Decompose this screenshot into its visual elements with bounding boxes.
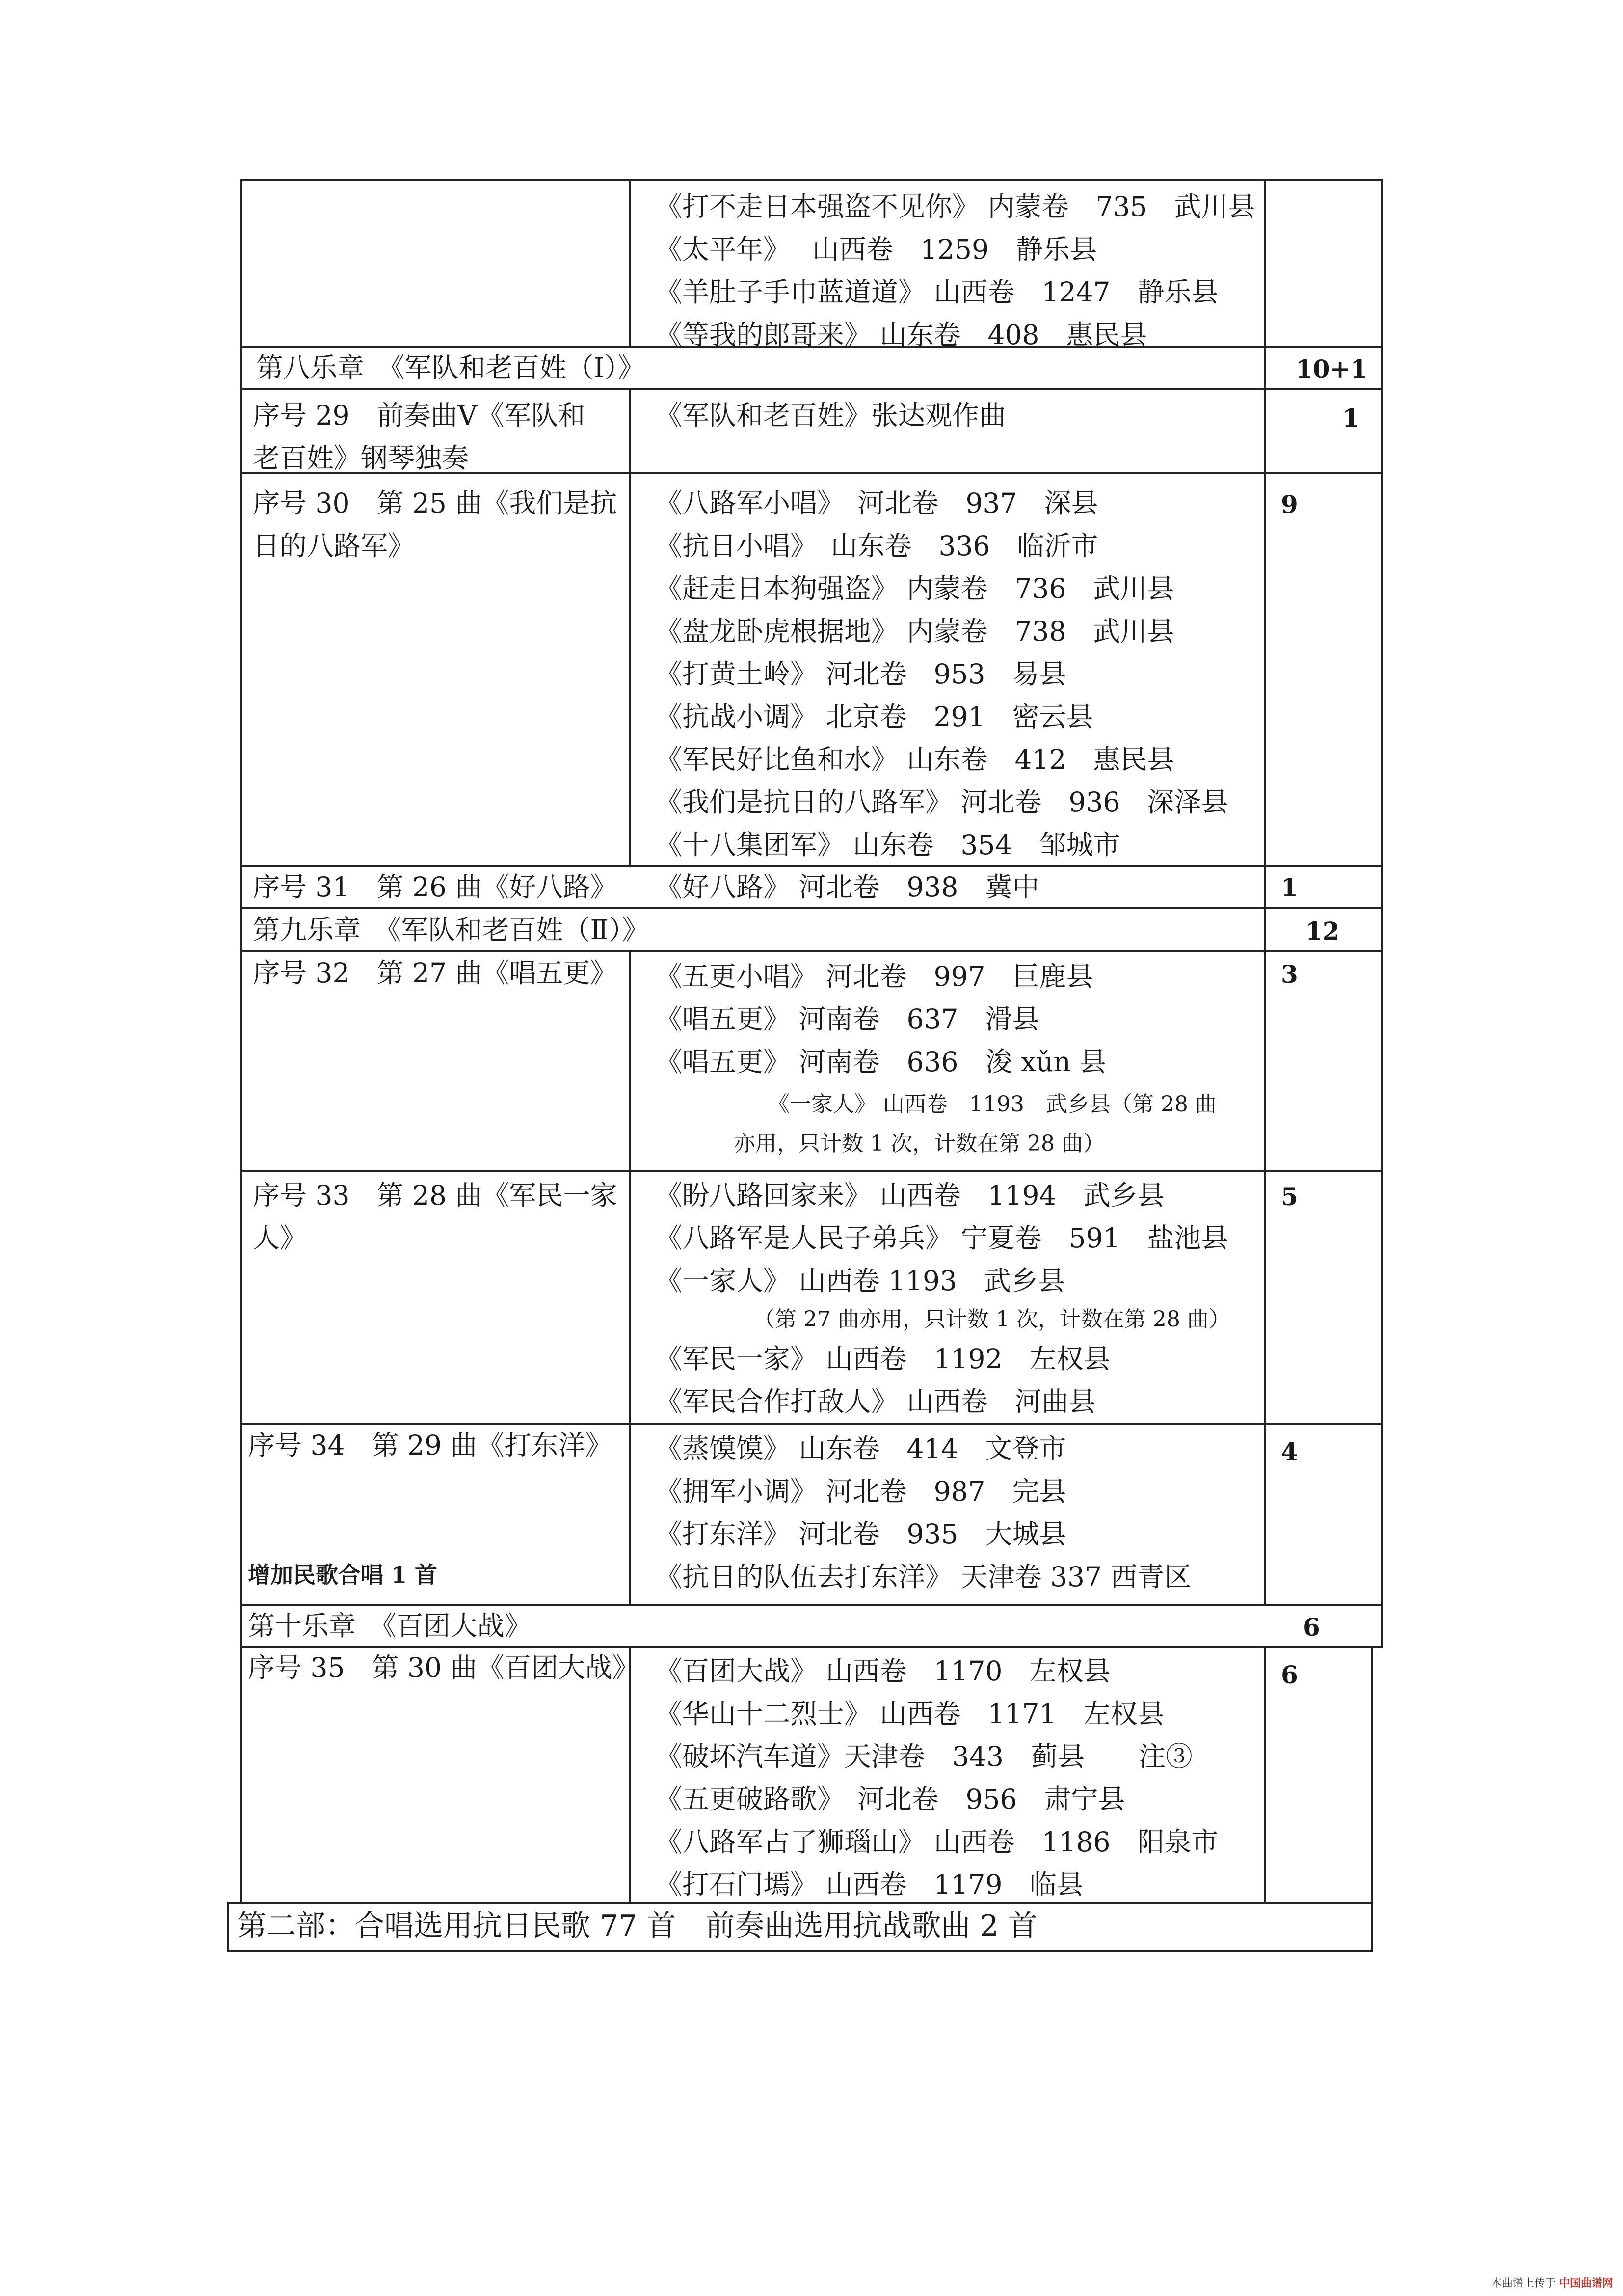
site-logo: 中国曲谱网: [1559, 2277, 1613, 2290]
chapter-heading: 第八乐章 《军队和老百姓（Ⅰ）》: [256, 352, 645, 383]
song-entry: 《抗战小调》 北京卷 291 密云县: [655, 701, 1093, 732]
table-row: [253, 394, 585, 480]
song-entry: 《我们是抗日的八路军》 河北卷 936 深泽县: [655, 786, 1228, 818]
song-entry: 《打东洋》 河北卷 935 大城县: [655, 1518, 1066, 1550]
count-cell: 12: [1305, 917, 1340, 945]
table-row: [253, 1174, 617, 1260]
song-entry: 《盘龙卧虎根据地》 内蒙卷 738 武川县: [655, 616, 1174, 647]
item-label: 序号 35 第 30 曲《百团大战》: [248, 1652, 639, 1683]
table-row: [655, 955, 1106, 1083]
item-label: 老百姓》钢琴独奏: [253, 442, 469, 474]
item-label: 序号 30 第 25 曲《我们是抗: [253, 487, 617, 519]
count-cell: 4: [1281, 1437, 1298, 1466]
song-entry: 《太平年》 山西卷 1259 静乐县: [655, 234, 1097, 265]
song-entry: 《华山十二烈士》 山西卷 1171 左权县: [655, 1698, 1165, 1729]
song-entry: 《五更小唱》 河北卷 997 巨鹿县: [655, 961, 1093, 992]
item-label: 日的八路军》: [253, 530, 415, 562]
count-cell: 10+1: [1296, 354, 1368, 383]
count-cell: 6: [1281, 1660, 1298, 1689]
table-row: [655, 1428, 1191, 1598]
item-label: 序号 31 第 26 曲《好八路》: [253, 871, 617, 903]
song-entry: 《打石门墕》 山西卷 1179 临县: [655, 1869, 1084, 1900]
footer-watermark: [1491, 2275, 1613, 2290]
item-label: 序号 33 第 28 曲《军民一家: [253, 1180, 617, 1211]
song-entry: 《打不走日本强盗不见你》 内蒙卷 735 武川县: [655, 191, 1255, 222]
count-cell: 1: [1281, 873, 1298, 902]
chapter-heading: 第九乐章 《军队和老百姓（Ⅱ）》: [253, 914, 649, 945]
item-note: 增加民歌合唱 1 首: [248, 1562, 438, 1588]
count-cell: 3: [1281, 960, 1298, 989]
song-entry: 《五更破路歌》 河北卷 956 肃宁县: [655, 1783, 1125, 1815]
item-label: 序号 34 第 29 曲《打东洋》: [248, 1430, 612, 1461]
summary-line: 第二部：合唱选用抗日民歌 77 首 前奏曲选用抗战歌曲 2 首: [237, 1909, 1038, 1943]
song-entry: 《蒸馍馍》 山东卷 414 文登市: [655, 1433, 1066, 1464]
song-entry: 《等我的郎哥来》 山东卷 408 惠民县: [655, 319, 1147, 351]
count-cell: 5: [1281, 1182, 1298, 1211]
footer-text: 本曲谱上传于: [1490, 2277, 1556, 2290]
song-entry: 《羊肚子手巾蓝道道》 山西卷 1247 静乐县: [655, 276, 1219, 308]
song-entry: 《军民一家》 山西卷 1192 左权县: [655, 1343, 1111, 1375]
table-row: [655, 186, 1255, 356]
item-label: 序号 29 前奏曲Ⅴ《军队和: [253, 400, 585, 431]
song-entry: 《拥军小调》 河北卷 987 完县: [655, 1476, 1066, 1507]
item-label: 人》: [253, 1222, 307, 1254]
song-entry: 《破坏汽车道》天津卷 343 蓟县 注③: [655, 1741, 1193, 1772]
song-entry: 《军民合作打敌人》 山西卷 河曲县: [655, 1386, 1096, 1417]
song-note: 亦用，只计数 1 次，计数在第 28 曲）: [734, 1131, 1105, 1156]
song-entry: 《赶走日本狗强盗》 内蒙卷 736 武川县: [655, 573, 1174, 604]
song-entry: 《八路军是人民子弟兵》 宁夏卷 591 盐池县: [655, 1222, 1228, 1254]
table-row: [253, 482, 617, 567]
song-entry: 《好八路》 河北卷 938 冀中: [655, 871, 1039, 903]
song-entry: 《八路军小唱》 河北卷 937 深县: [655, 487, 1098, 519]
count-cell: 6: [1303, 1613, 1320, 1642]
song-entry: 《百团大战》 山西卷 1170 左权县: [655, 1655, 1111, 1687]
count-cell: 9: [1281, 490, 1298, 519]
song-entry: 《盼八路回家来》 山西卷 1194 武乡县: [655, 1180, 1165, 1211]
item-label: 序号 32 第 27 曲《唱五更》: [253, 957, 617, 989]
song-entry: 《十八集团军》 山东卷 354 邹城市: [655, 829, 1120, 861]
song-entry: 《军队和老百姓》张达观作曲: [655, 400, 1007, 431]
song-entry: 《八路军占了狮瑙山》 山西卷 1186 阳泉市: [655, 1826, 1219, 1858]
song-entry: 《一家人》 山西卷 1193 武乡县: [655, 1265, 1065, 1297]
song-entry: 《抗日小唱》 山东卷 336 临沂市: [655, 530, 1098, 562]
song-entry: 《军民好比鱼和水》 山东卷 412 惠民县: [655, 744, 1174, 775]
song-entry: 《唱五更》 河南卷 637 滑县: [655, 1003, 1039, 1035]
table-row: [655, 1650, 1218, 1906]
chapter-heading: 第十乐章 《百团大战》: [248, 1610, 532, 1642]
song-entry: 《打黄土岭》 河北卷 953 易县: [655, 658, 1066, 690]
song-entry: 《唱五更》 河南卷 636 浚 xǔn 县: [655, 1046, 1107, 1078]
song-entry: 《抗日的队伍去打东洋》 天津卷 337 西青区: [655, 1561, 1192, 1593]
count-cell: 1: [1342, 404, 1359, 432]
song-note: （第 27 曲亦用，只计数 1 次，计数在第 28 曲）: [753, 1307, 1230, 1332]
song-note: 《一家人》 山西卷 1193 武乡县（第 28 曲: [768, 1092, 1217, 1117]
